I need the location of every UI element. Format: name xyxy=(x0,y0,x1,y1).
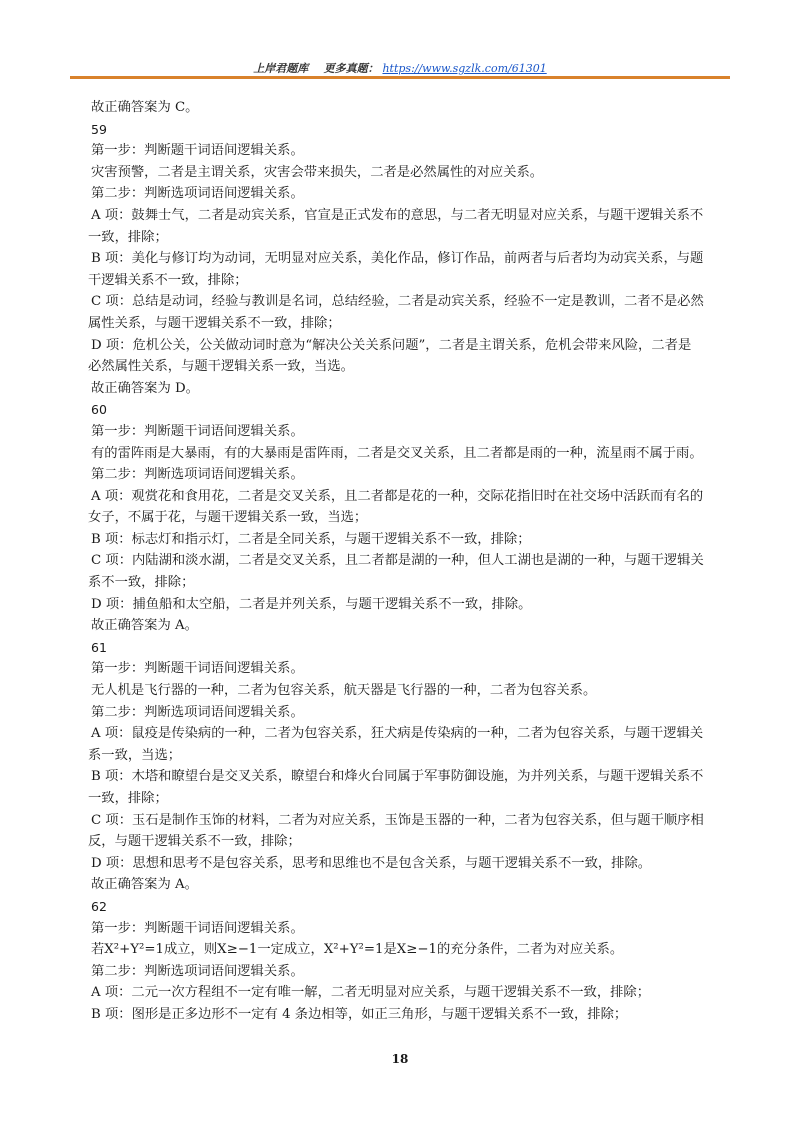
text-line: A 项：观赏花和食用花，二者是交叉关系，且二者都是花的一种，交际花指旧时在社交场中活跃而有名的 xyxy=(91,488,704,504)
text-line: D 项：捕鱼船和太空船，二者是并列关系，与题干逻辑关系不一致，排除。 xyxy=(91,596,532,612)
text-line: D 项：思想和思考不是包容关系，思考和思维也不是包含关系，与题干逻辑关系不一致，排除。 xyxy=(91,855,652,871)
header-label: 上岸君题库 xyxy=(253,62,309,75)
text-line: C 项：总结是动词，经验与教训是名词，总结经验，二者是动宾关系，经验不一定是教训，二者不是必然 xyxy=(91,294,704,310)
text-line: 系不一致，排除； xyxy=(88,575,195,591)
text-line: 第二步：判断选项词语间逻辑关系。 xyxy=(91,467,304,483)
question-number: 62 xyxy=(91,898,107,914)
question-number: 61 xyxy=(91,639,107,655)
text-line: 第一步：判断题干词语间逻辑关系。 xyxy=(91,920,304,936)
text-line: 故正确答案为 D。 xyxy=(91,380,199,396)
text-line: 第二步：判断选项词语间逻辑关系。 xyxy=(91,704,304,720)
text-line: 女子，不属于花，与题干逻辑关系一致，当选； xyxy=(88,510,368,526)
text-line: B 项：木塔和瞭望台是交叉关系，瞭望台和烽火台同属于军事防御设施，为并列关系，与题干逻辑关系不 xyxy=(91,769,704,785)
text-line: B 项：美化与修订均为动词，无明显对应关系，美化作品，修订作品，前两者与后者均为动宾关系，与题 xyxy=(91,251,704,267)
text-line: A 项：鼠疫是传染病的一种，二者为包容关系，狂犬病是传染病的一种，二者为包容关系，与题干逻辑关 xyxy=(91,726,704,742)
text-line: D 项：危机公关，公关做动词时意为“解决公关关系问题”，二者是主谓关系，危机会带来风险，二者是 xyxy=(91,337,692,353)
text-line: 第二步：判断选项词语间逻辑关系。 xyxy=(91,186,304,202)
header-url-link[interactable]: https://www.sgzlk.com/61301 xyxy=(382,62,547,75)
text-line: 有的雷阵雨是大暴雨，有的大暴雨是雷阵雨，二者是交叉关系，且二者都是雨的一种，流星雨不属于雨。 xyxy=(91,445,703,461)
text-line: 系一致，当选； xyxy=(88,747,182,763)
text-line: 必然属性关系，与题干逻辑关系一致，当选。 xyxy=(88,359,354,375)
text-line: 无人机是飞行器的一种，二者为包容关系，航天器是飞行器的一种，二者为包容关系。 xyxy=(91,683,597,699)
text-line: B 项：标志灯和指示灯，二者是全同关系，与题干逻辑关系不一致，排除； xyxy=(91,531,531,547)
header-divider xyxy=(70,76,730,79)
text-line: 反，与题干逻辑关系不一致，排除； xyxy=(88,834,301,850)
text-line: A 项：鼓舞士气，二者是动宾关系，官宣是正式发布的意思，与二者无明显对应关系，与题干逻辑关系不 xyxy=(91,207,704,223)
text-line: A 项：二元一次方程组不一定有唯一解，二者无明显对应关系，与题干逻辑关系不一致，排除； xyxy=(91,985,650,1001)
text-line: 第一步：判断题干词语间逻辑关系。 xyxy=(91,143,304,159)
text-line: 一致，排除； xyxy=(88,791,168,806)
page-header xyxy=(70,60,730,76)
text-line: 干逻辑关系不一致，排除； xyxy=(88,272,248,288)
text-line: 故正确答案为 A。 xyxy=(91,877,198,893)
text-line: 若X²+Y²=1成立，则X≥−1一定成立，X²+Y²=1是X≥−1的充分条件，二者为对应关系。 xyxy=(91,942,624,958)
text-line: 属性关系，与题干逻辑关系不一致，排除； xyxy=(88,315,341,331)
text-line: 一致，排除； xyxy=(88,229,168,245)
question-number: 59 xyxy=(91,121,107,137)
page-number: 18 xyxy=(391,1052,409,1066)
text-line: 第二步：判断选项词语间逻辑关系。 xyxy=(91,963,304,979)
text-line: 故正确答案为 C。 xyxy=(91,100,199,115)
answer-explanation-body xyxy=(88,97,741,1026)
question-number: 60 xyxy=(91,402,107,418)
header-more-label: 更多真题： xyxy=(323,62,379,75)
text-line: B 项：图形是正多边形不一定有 4 条边相等，如正三角形，与题干逻辑关系不一致，排除； xyxy=(91,1006,628,1022)
text-line: 故正确答案为 A。 xyxy=(91,618,198,634)
text-line: 第一步：判断题干词语间逻辑关系。 xyxy=(91,423,304,439)
text-line: 第一步：判断题干词语间逻辑关系。 xyxy=(91,661,304,677)
text-line: C 项：内陆湖和淡水湖，二者是交叉关系，且二者都是湖的一种，但人工湖也是湖的一种，与题干逻辑关 xyxy=(91,553,704,569)
text-line: 灾害预警，二者是主谓关系，灾害会带来损失，二者是必然属性的对应关系。 xyxy=(91,164,544,180)
text-line: C 项：玉石是制作玉饰的材料，二者为对应关系，玉饰是玉器的一种，二者为包容关系，但与题干顺序相 xyxy=(91,812,704,828)
